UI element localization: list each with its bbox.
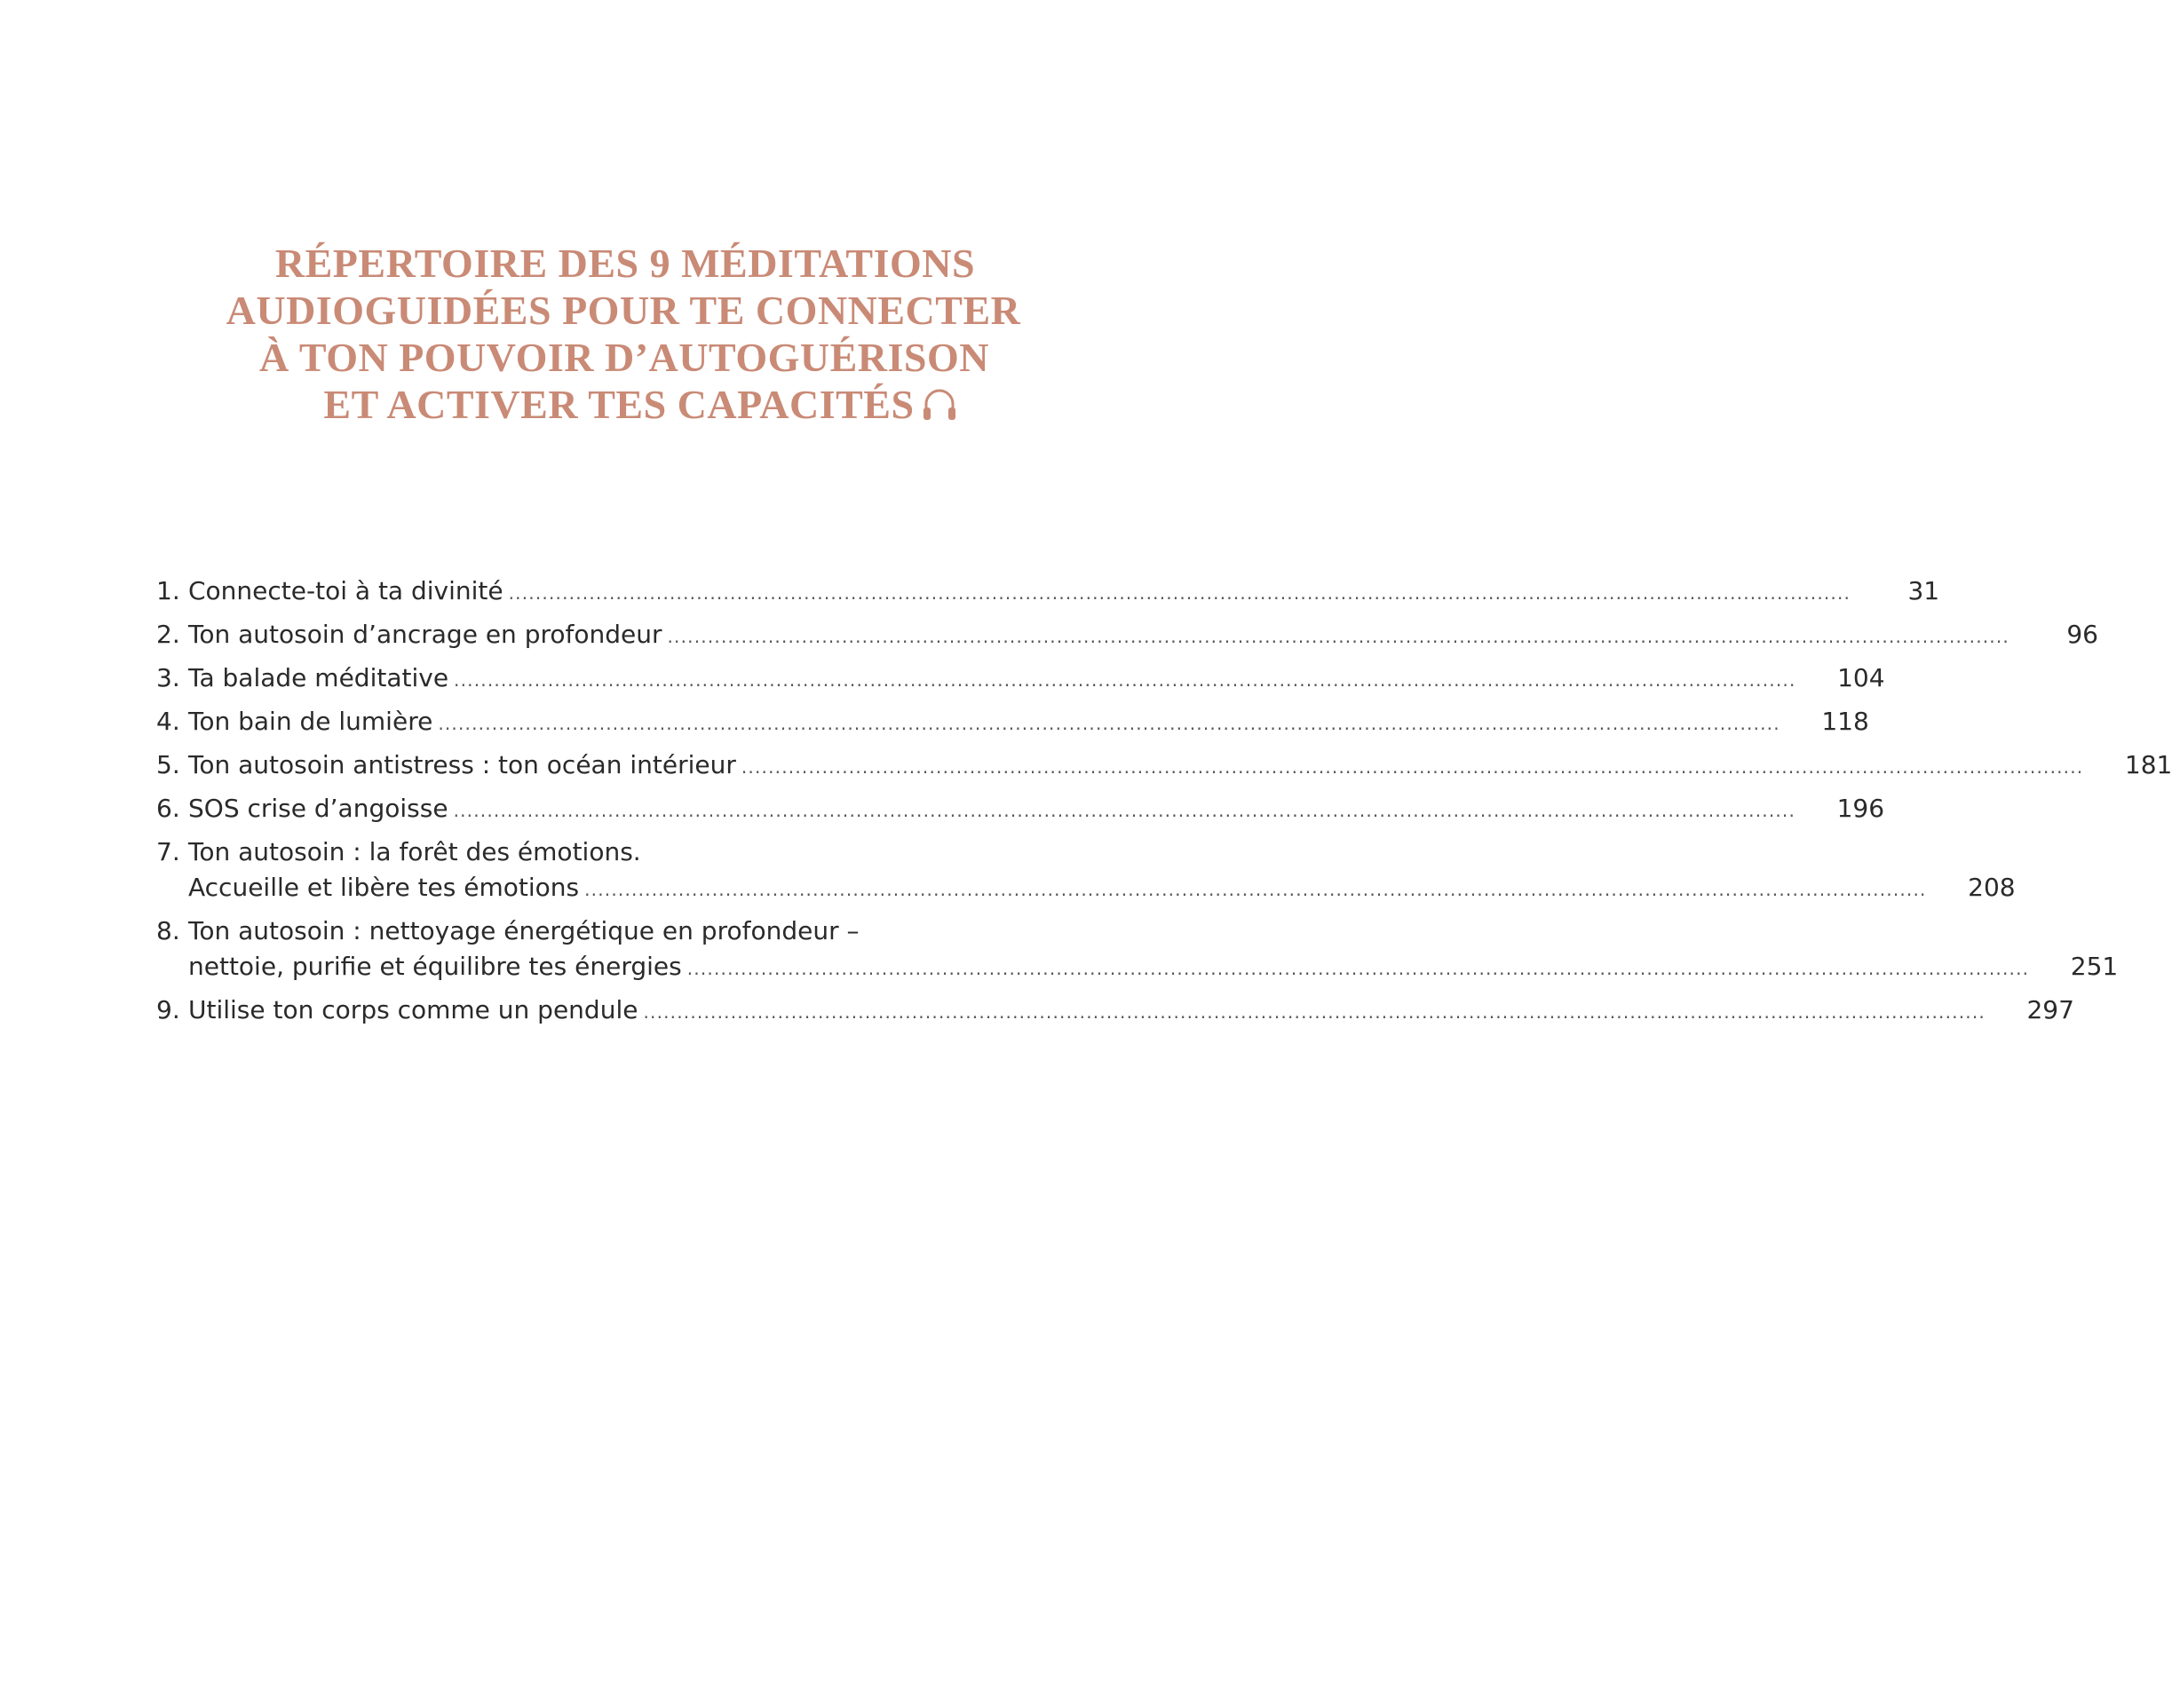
toc-leader-dots: ........................................................................................................................................................................................................ [508,582,1851,604]
title-line-2: AUDIOGUIDÉES POUR TE CONNECTER [226,288,1021,333]
toc-leader-dots: ........................................................................................................................................................................................................ [643,1001,1986,1023]
toc-entry[interactable] [156,704,1869,739]
table-of-contents [156,573,2172,1036]
toc-entry-title: Ta balade méditative [188,663,449,692]
title-line-4-text: ET ACTIVER TES CAPACITÉS [323,382,915,427]
toc-entry-title: Ton bain de lumière [188,707,433,736]
toc-entry[interactable] [156,573,1940,609]
toc-entry-page: 196 [1836,794,1885,823]
toc-leader-dots: ........................................................................................................................................................................................................ [584,879,1927,900]
toc-entry[interactable] [156,992,2074,1028]
toc-entry-title: SOS crise d’angoisse [188,794,448,823]
page-title [0,240,1243,428]
toc-entry[interactable] [156,660,1885,696]
toc-entry-page: 104 [1837,663,1885,692]
toc-entry-number: 8. [156,916,180,945]
toc-entry-title: nettoie, purifie et équilibre tes énergies [188,952,682,981]
toc-entry-title: Ton autosoin d’ancrage en profondeur [188,620,662,649]
toc-entry-number: 4. [156,707,180,736]
toc-entry[interactable] [156,913,2119,984]
title-line-4 [20,381,1263,428]
toc-leader-dots: ........................................................................................................................................................................................................ [667,626,2009,647]
toc-entry-page: 251 [2070,952,2119,981]
toc-entry-number: 3. [156,663,180,692]
toc-entry-title: Connecte-toi à ta divinité [188,576,503,605]
toc-entry-page: 118 [1821,707,1869,736]
toc-entry-number: 9. [156,995,180,1024]
toc-entry-title: Accueille et libère tes émotions [188,873,580,902]
toc-entry[interactable] [156,834,2016,905]
toc-leader-dots: ........................................................................................................................................................................................................ [438,713,1780,734]
toc-entry[interactable] [156,617,2098,652]
toc-entry-number: 6. [156,794,180,823]
toc-entry-number: 5. [156,750,180,779]
toc-entry-number: 1. [156,576,180,605]
toc-entry-page: 31 [1907,576,1940,605]
title-line-1: RÉPERTOIRE DES 9 MÉDITATIONS [274,241,976,286]
toc-entry-number: 2. [156,620,180,649]
toc-entry-title: Utilise ton corps comme un pendule [188,995,638,1024]
toc-entry-page: 181 [2124,750,2172,779]
toc-leader-dots: ........................................................................................................................................................................................................ [454,669,1796,691]
toc-entry-page: 208 [1968,873,2016,902]
toc-entry-page: 297 [2026,995,2074,1024]
toc-leader-dots: ........................................................................................................................................................................................................ [453,800,1796,821]
toc-entry[interactable] [156,747,2172,783]
toc-entry[interactable] [156,791,1885,826]
toc-entry-title: Ton autosoin : la forêt des émotions. [188,837,641,866]
toc-entry-title: Ton autosoin : nettoyage énergétique en profondeur – [188,916,860,945]
headphones-icon [920,384,959,423]
title-line-3: À TON POUVOIR D’AUTOGUÉRISON [258,335,990,380]
toc-entry-page: 96 [2066,620,2098,649]
toc-leader-dots: ........................................................................................................................................................................................................ [741,756,2084,778]
toc-leader-dots: ........................................................................................................................................................................................................ [686,958,2030,979]
toc-entry-title: Ton autosoin antistress : ton océan intérieur [188,750,736,779]
toc-entry-number: 7. [156,837,180,866]
